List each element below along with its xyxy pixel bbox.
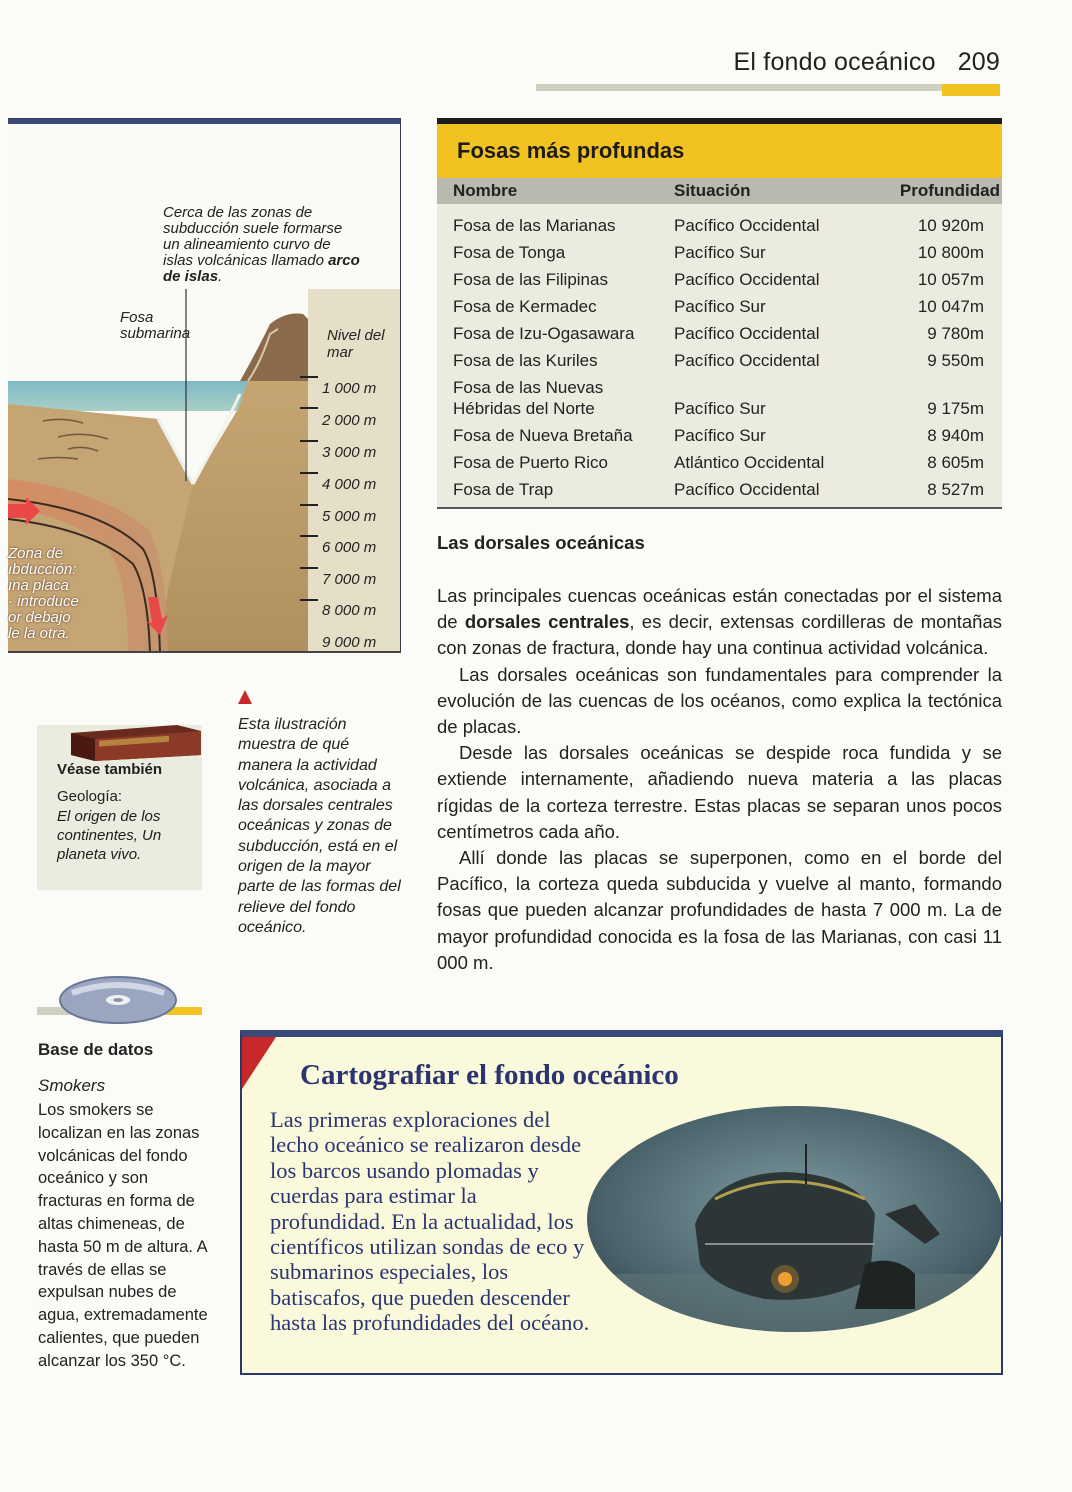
- cell-depth: 10 047m: [917, 297, 984, 316]
- table-row: [437, 320, 1002, 347]
- table-row: [437, 347, 1002, 374]
- submersible-photo: [585, 1104, 1003, 1334]
- depth-label: 3 000 m: [322, 444, 377, 461]
- subduction-zone-label: Zona de ıbducción: ına placa · introduce or debajo le la otra.: [8, 545, 79, 642]
- cell-name: Fosa de Nueva Bretaña: [453, 426, 633, 445]
- header-location: Situación: [674, 181, 751, 200]
- header-rule: [536, 84, 1000, 91]
- section-title: Las dorsales oceánicas: [437, 532, 645, 553]
- table-row: [437, 293, 1002, 320]
- sea-level-label: Nivel del mar: [327, 327, 385, 361]
- arc-caption-text: Cerca de las zonas de subducción suele formarse un alineamiento curvo de islas volcánicas llamado: [163, 204, 343, 269]
- depth-tick: [300, 440, 318, 442]
- cell-depth: 8 605m: [927, 453, 984, 472]
- cell-depth: 10 800m: [917, 243, 984, 262]
- cell-location: Pacífico Sur: [674, 297, 766, 316]
- trenches-table: [437, 118, 1002, 509]
- paragraph-text: Las principales cuencas oceánicas están conectadas por el sistema de: [437, 585, 1002, 633]
- paragraph: Allí donde las placas se superponen, como en el borde del Pacífico, la corteza queda subducida y vuelve al manto, formando fosas que pueden alcanzar profundidades de hasta 7 000 m. La de mayor profundidad conocida es la fosa de las Marianas, con casi 11 000 m.: [437, 847, 1002, 973]
- caption-marker-icon: [238, 690, 252, 704]
- table-row: [437, 374, 1002, 422]
- page-number: 209: [957, 48, 1000, 76]
- cell-depth: 9 175m: [927, 399, 984, 418]
- cell-depth: 8 527m: [927, 480, 984, 499]
- cell-depth: 8 940m: [927, 426, 984, 445]
- arc-caption-term: arco de islas: [163, 252, 360, 285]
- depth-label: 4 000 m: [322, 476, 377, 493]
- book-icon: [65, 725, 205, 761]
- page-header: [734, 48, 1000, 77]
- paragraph: [437, 583, 1002, 662]
- cell-location: Pacífico Occidental: [674, 270, 820, 289]
- section-body: [437, 583, 1002, 976]
- cd-icon: [58, 975, 178, 1025]
- figure-caption: Esta ilustración muestra de qué manera la actividad volcánica, asociada a las dorsales centrales oceánicas y zonas de subducción, está en el origen de la mayor parte de las formas del relieve del fondo oceánico.: [238, 716, 401, 936]
- depth-tick: [300, 504, 318, 506]
- depth-tick: [300, 376, 318, 378]
- paragraph: Desde las dorsales oceánicas se despide roca fundida y se extiende internamente, añadiendo nueva materia a las placas rígidas de la corteza terrestre. Estas placas se separan unos pocos centímetros cada año.: [437, 742, 1002, 842]
- table-row: [437, 449, 1002, 476]
- see-also-title: Véase también: [57, 761, 163, 778]
- cell-name: Fosa de Izu-Ogasawara: [453, 324, 635, 343]
- cell-location: Pacífico Occidental: [674, 480, 820, 499]
- cell-name: Fosa de Tonga: [453, 243, 566, 262]
- cell-depth: 9 550m: [927, 351, 984, 370]
- see-also-links: El origen de los continentes, Un planeta vivo.: [57, 808, 162, 863]
- depth-label: 5 000 m: [322, 508, 377, 525]
- depth-label: 2 000 m: [322, 412, 377, 429]
- table-row: [437, 212, 1002, 239]
- depth-tick: [300, 472, 318, 474]
- arc-caption: [163, 205, 363, 285]
- depth-tick: [300, 407, 318, 409]
- cell-name: Fosa de Trap: [453, 480, 554, 499]
- depth-label: 6 000 m: [322, 539, 377, 556]
- depth-tick: [300, 535, 318, 537]
- see-also-subject: Geología:: [57, 788, 123, 805]
- cell-location: Pacífico Sur: [674, 243, 766, 262]
- cell-name: Fosa de Puerto Rico: [453, 453, 608, 472]
- depth-tick: [300, 567, 318, 569]
- table-header: [437, 178, 1002, 204]
- table-row: [437, 266, 1002, 293]
- bold-term: dorsales centrales: [464, 611, 630, 633]
- corner-accent: [242, 1037, 276, 1089]
- arc-caption-end: .: [218, 268, 223, 285]
- box-text: Las primeras exploraciones del lecho oceánico se realizaron desde los barcos usando plomadas y cuerdas para estimar la profundidad. En la actualidad, los científicos utilizan sondas de eco y submarinos especiales, los batiscafos, que pueden descender hasta las profundidades del océano.: [270, 1107, 590, 1336]
- cell-location: Atlántico Occidental: [674, 453, 825, 472]
- cell-name: Fosa de las Nuevas Hébridas del Norte: [453, 378, 604, 418]
- cell-location: Pacífico Occidental: [674, 216, 820, 235]
- chapter-title: El fondo oceánico: [733, 48, 936, 76]
- cell-name: Fosa de Kermadec: [453, 297, 597, 316]
- table-row: [437, 476, 1002, 503]
- depth-label: 7 000 m: [322, 571, 377, 588]
- paragraph-text: , es decir, extensas cordilleras de montañas con zonas de fractura, donde hay una continua actividad volcánica.: [437, 611, 1002, 659]
- box-title: Cartografiar el fondo oceánico: [300, 1059, 679, 1091]
- database-text: Los smokers se localizan en las zonas volcánicas del fondo oceánico y son fracturas en forma de altas chimeneas, de hasta 50 m de altura. A través de ellas se expulsan nubes de agua, extremadamente calientes, que pueden alcanzar los 350 °C.: [38, 1101, 208, 1370]
- paragraph: Las dorsales oceánicas son fundamentales para comprender la evolución de las cuencas de los océanos, como explica la tectónica de placas.: [437, 663, 1002, 738]
- depth-tick: [300, 599, 318, 601]
- header-depth: Profundidad: [899, 181, 1000, 200]
- cell-location: Pacífico Sur: [674, 426, 766, 445]
- see-also-box: [37, 725, 202, 890]
- depth-label: 1 000 m: [322, 380, 377, 397]
- depth-label: 9 000 m: [322, 634, 377, 651]
- header-name: Nombre: [453, 181, 518, 200]
- table-title: Fosas más profundas: [437, 124, 1002, 178]
- cell-name: Fosa de las Marianas: [453, 216, 616, 235]
- depth-label: 8 000 m: [322, 602, 377, 619]
- cell-depth: 9 780m: [927, 324, 984, 343]
- cell-location: Pacífico Occidental: [674, 351, 820, 370]
- table-row: [437, 422, 1002, 449]
- database-subtitle: Smokers: [38, 1076, 106, 1095]
- cell-depth: 10 920m: [917, 216, 984, 235]
- table-row: [437, 239, 1002, 266]
- cell-location: Pacífico Sur: [674, 399, 766, 418]
- database-title: Base de datos: [38, 1040, 154, 1059]
- cell-name: Fosa de las Filipinas: [453, 270, 608, 289]
- cell-name: Fosa de las Kuriles: [453, 351, 598, 370]
- diagram-top-rule: [8, 119, 401, 124]
- trench-label: Fosa submarina: [120, 309, 191, 342]
- cell-depth: 10 057m: [917, 270, 984, 289]
- table-body: [437, 204, 1002, 509]
- cell-location: Pacífico Occidental: [674, 324, 820, 343]
- mapping-box: [240, 1030, 1003, 1375]
